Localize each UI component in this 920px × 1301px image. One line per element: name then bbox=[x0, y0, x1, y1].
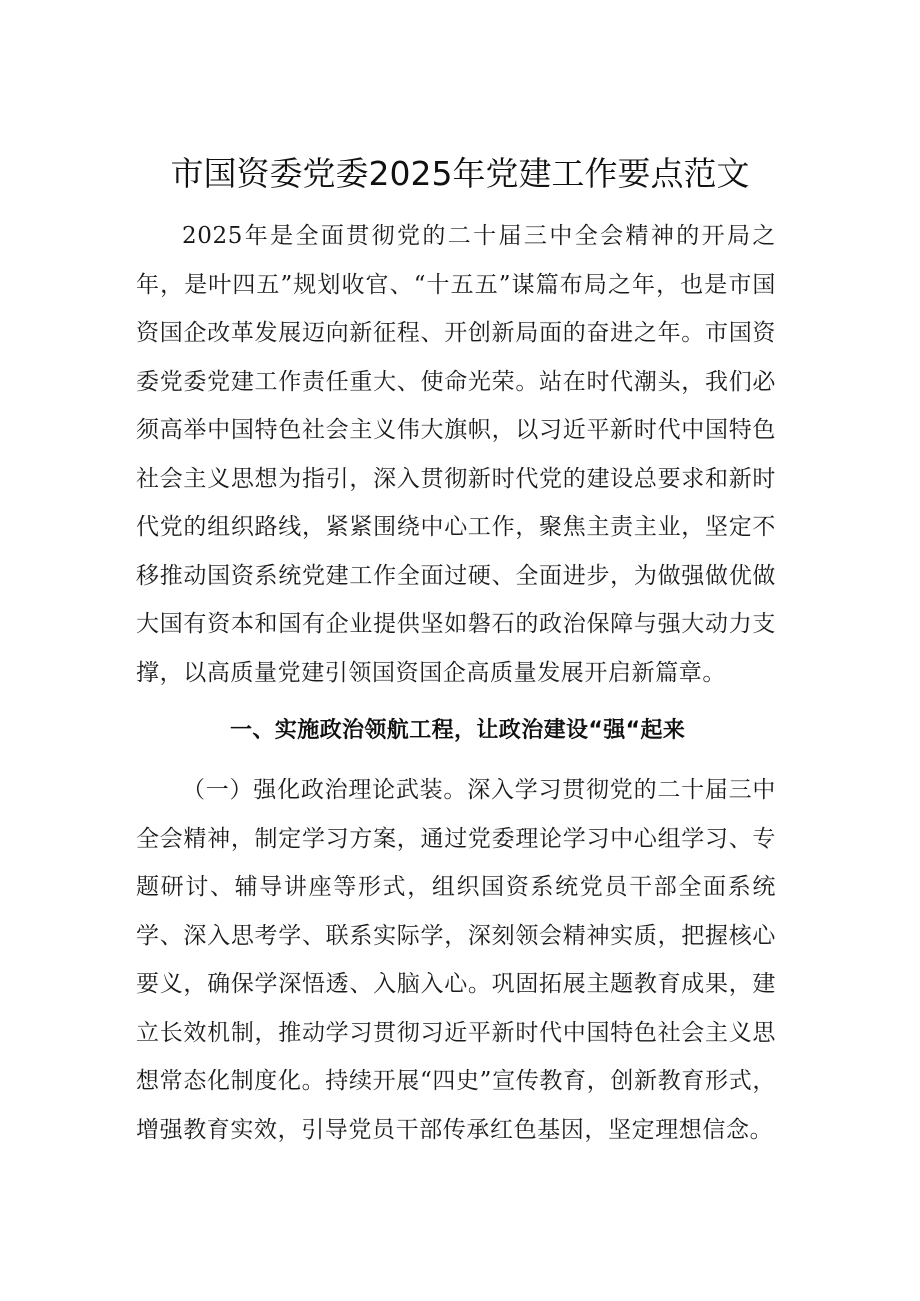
section-paragraph: （一）强化政治理论武装。深入学习贯彻党的二十届三中全会精神，制定学习方案，通过党委理论学习中心组学习、专题研讨、辅导讲座等形式，组织国资系统党员干部全面系统学、深入思考学、联系实际学，深刻领会精神实质，把握核心要义，确保学深悟透、入脑入心。巩固拓展主题教育成果，建立长效机制，推动学习贯彻习近平新时代中国特色社会主义思想常态化制度化。持续开展“四史”宣传教育，创新教育形式，增强教育实效，引导党员干部传承红色基因，坚定理想信念。 bbox=[136, 777, 776, 1143]
document-title: 市国资委党委2025年党建工作要点范文 bbox=[170, 154, 750, 193]
intro-paragraph: 2025年是全面贯彻党的二十届三中全会精神的开局之年，是叶四五”规划收官、“十五五”谋篇布局之年，也是市国资国企改革发展迈向新征程、开创新局面的奋进之年。市国资委党委党建工作责任重大、使命光荣。站在时代潮头，我们必须高举中国特色社会主义伟大旗帜，以习近平新时代中国特色社会主义思想为指引，深入贯彻新时代党的建设总要求和新时代党的组织路线，紧紧围绕中心工作，聚焦主责主业，坚定不移推动国资系统党建工作全面过硬、全面进步，为做强做优做大国有资本和国有企业提供坚如磐石的政治保障与强大动力支撑，以高质量党建引领国资国企高质量发展开启新篇章。 bbox=[136, 223, 776, 686]
section-heading: 一、实施政治领航工程，让政治建设“强“起来 bbox=[230, 718, 686, 743]
